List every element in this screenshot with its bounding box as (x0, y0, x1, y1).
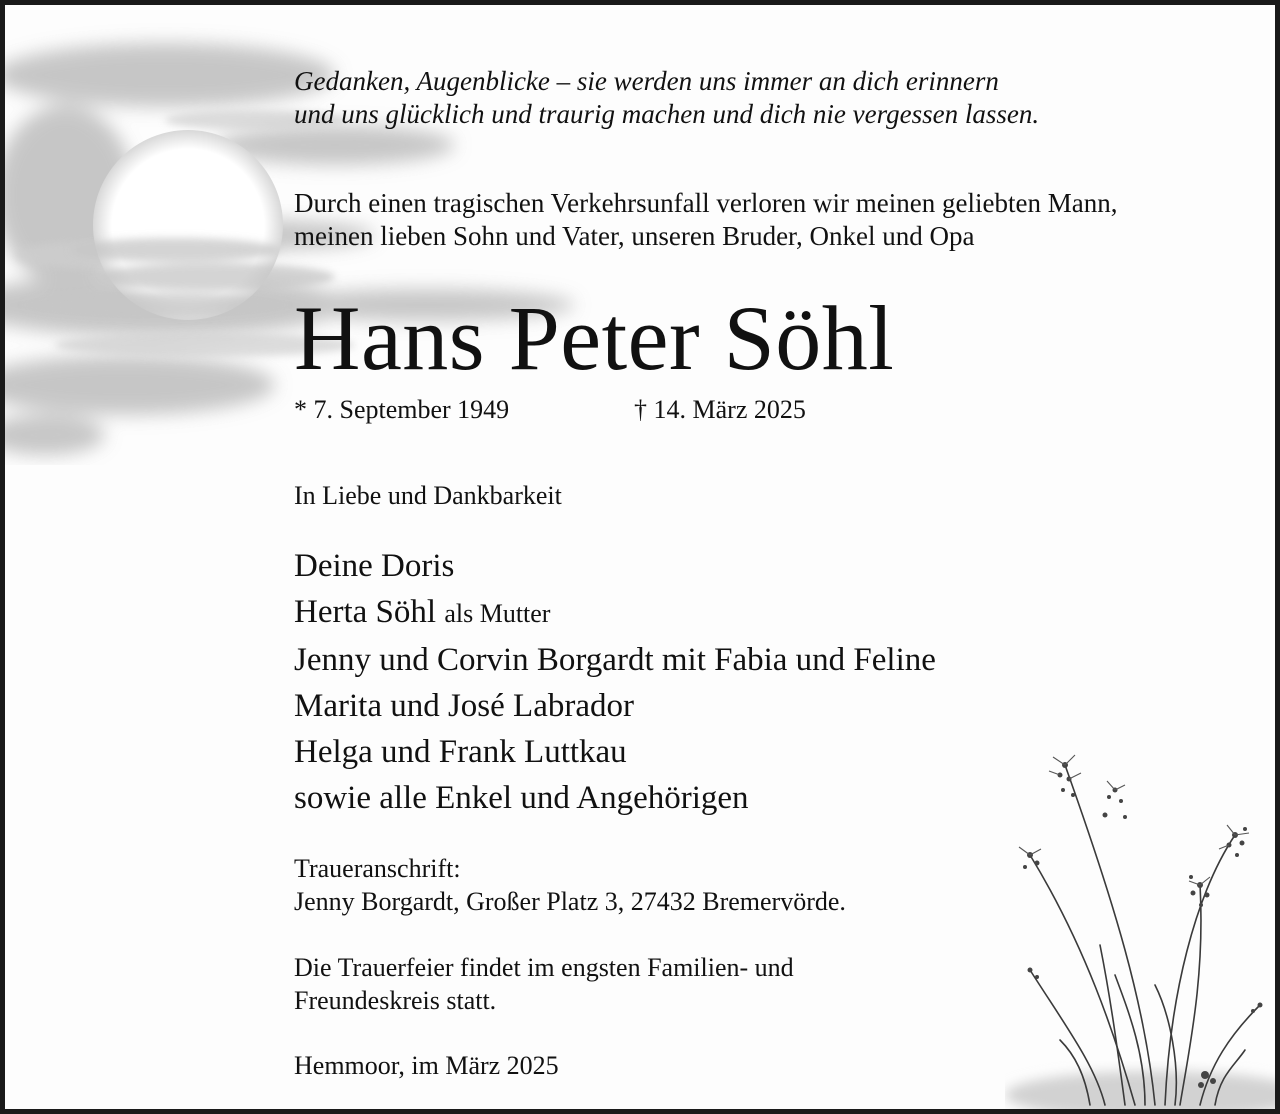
intro-text (294, 187, 1117, 253)
family-member (294, 589, 936, 637)
grass-flowers-icon (1005, 745, 1280, 1114)
farewell-text: In Liebe und Dankbarkeit (294, 481, 562, 510)
ceremony-line: Freundeskreis statt. (294, 986, 497, 1015)
mourning-address (294, 852, 846, 918)
family-list (294, 543, 936, 821)
family-member: sowie alle Enkel und Angehörigen (294, 780, 749, 816)
intro-line: meinen lieben Sohn und Vater, unseren Bruder, Onkel und Opa (294, 221, 975, 251)
quote-line: und uns glücklich und traurig machen und dich nie vergessen lassen. (294, 99, 1040, 129)
address-value: Jenny Borgardt, Großer Platz 3, 27432 Bremervörde. (294, 887, 846, 916)
family-member: Deine Doris (294, 548, 455, 584)
family-member: Jenny und Corvin Borgardt mit Fabia und Feline (294, 642, 936, 678)
place-and-date: Hemmoor, im März 2025 (294, 1051, 559, 1080)
address-label: Traueranschrift: (294, 854, 461, 883)
ceremony-line: Die Trauerfeier findet im engsten Familien- und (294, 953, 794, 982)
quote-line: Gedanken, Augenblicke – sie werden uns immer an dich erinnern (294, 66, 999, 96)
intro-line: Durch einen tragischen Verkehrsunfall verloren wir meinen geliebten Mann, (294, 188, 1118, 218)
family-member: Helga und Frank Luttkau (294, 734, 627, 770)
birth-date: * 7. September 1949 (294, 395, 510, 424)
family-member: Marita und José Labrador (294, 688, 634, 724)
life-dates (294, 395, 994, 425)
memorial-quote (294, 65, 1039, 131)
death-date: † 14. März 2025 (634, 395, 806, 424)
family-member-relation: als Mutter (444, 599, 551, 628)
deceased-name: Hans Peter Söhl (294, 287, 895, 389)
ceremony-note (294, 951, 794, 1017)
family-member-name: Herta Söhl (294, 594, 437, 630)
